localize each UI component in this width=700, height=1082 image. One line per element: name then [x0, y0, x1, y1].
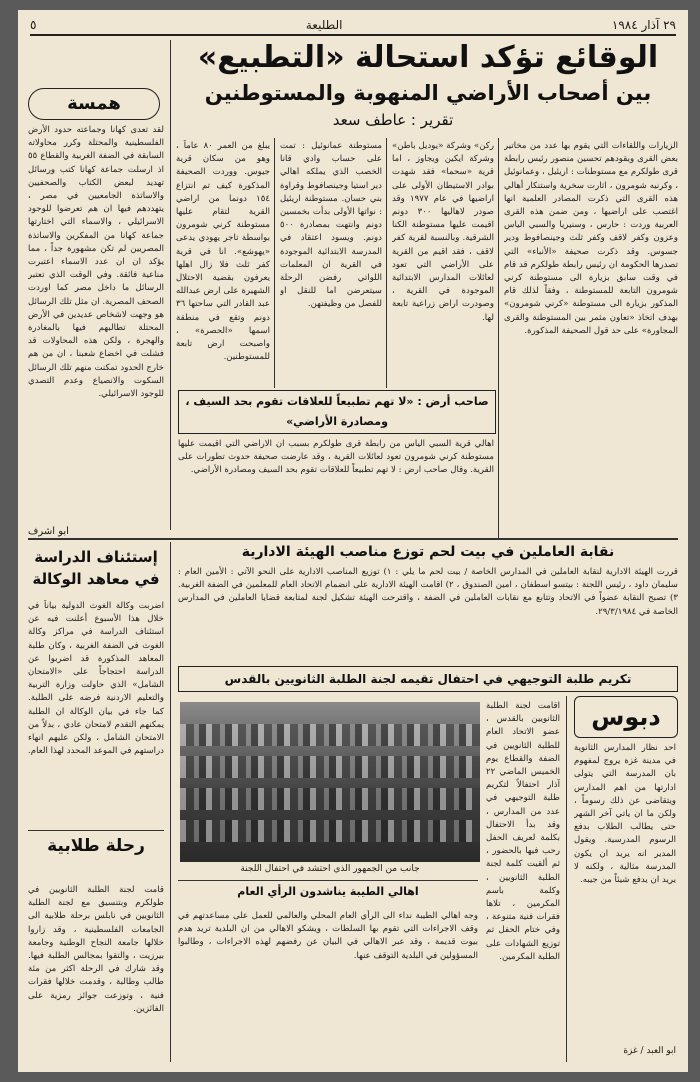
- dabbous-title: دبوس: [591, 703, 661, 731]
- honoring-story: اقامت لجنة الطلبة الثانويين بالقدس ، عضو الاتحاد العام للطلبة الثانويين في الضفة والقطاع يوم الخميس الماضي ٢٢ آذار احتفالاً لتكريم طلبة التوجيهي في عدد من المدارس ، وقد بدأ الاحتفال بكلمة لعريف الحفل رحب فيها بالحضور ، ثم ألقيت كلمة لجنة الطلبة الثانويين ، وكلمة باسم المكرمين ، تلاها فقرات فنية متنوعة ، وفي ختام الحفل تم توزيع الشهادات على الطلبة المكرمين.: [486, 701, 560, 962]
- issue-date: ٢٩ آذار ١٩٨٤: [611, 18, 676, 32]
- hamsa-box: [28, 88, 160, 120]
- trip-story: قامت لجنة الطلبة الثانويين في طولكرم وبتنسيق مع لجنة الطلبة الثانويين في نابلس برحلة طلابية الى الجامعات الفلسطينية ، وقد زاروا خلالها جامعة النجاح الوطنية وجامعة بيرزيت ، والتقوا بمجالس الطلبة فيها. وقد شارك في الرحلة اكثر من مئة طالب وطالبة ، وقدمت خلالها فقرات فنية ، وتوزعت جوائز رمزية على الفائزين.: [28, 885, 164, 1014]
- publication-name: الطليعة: [305, 18, 343, 32]
- exams-headline: إستئناف الدراسة في معاهد الوكالة: [32, 548, 160, 588]
- page-header: [30, 16, 676, 36]
- photo-caption: جانب من الجمهور الذي احتشد في احتفال اللجنة: [240, 864, 420, 874]
- column-rule: [274, 138, 275, 388]
- newspaper-page: [18, 10, 688, 1072]
- dabbous-box: [574, 696, 678, 738]
- column-rule: [566, 696, 567, 1062]
- column-rule: [170, 542, 171, 1062]
- sub-headline: صاحب أرض : «لا تهم تطبيعاً للعلاقات تقوم بحد السيف ، ومصادرة الأراضي»: [185, 395, 489, 428]
- page-number: ٥: [30, 18, 37, 32]
- section-rule: [178, 880, 478, 881]
- section-rule: [28, 538, 678, 540]
- hamsa-label: همسة: [67, 93, 121, 114]
- left-column-story: لقد تعدى كهانا وجماعته حدود الأرض الفلسطينية والمحتلة وكرر محاولاته السابقة في الضفة الغربية والقطاع ٥٥ اذ ارسلت جماعة كهانا كتب ورسائل تهديد لبعض الكتاب والصحفيين والاساتذة الجامعيين في مصر ، يتهددهم فيها ان هم تعرضوا للوجود الاسرائيلي ، والاسماء التي اختارتها جماعة كهانا من المفكرين والاساتذة المصريين لم تكن مشهورة جداً ، مما يؤكد ان ان عدد الاسماء اعتبرت مناعية فائقة. وفي الوقت الذي تعتبر الرسائل ما داخل مصر كما اوردت الصحف المصرية. ان مثل تلك الرسائل هو وجهت لاشخاص عديدين في الأرض المحتلة تطالبهم فيها بالمغادرة والهجرة ، ولكن هذه المحاولات قد فشلت في اخضاع شعبنا ، ان من هم خارج الحدود تمكنت منهم تلك الرسائل السكوت والانصياع وعدم التصدي للوجود الاسرائيلي.: [28, 125, 164, 400]
- dabbous-story: احد نظار المدارس الثانوية في مدينة غزة يروج لمفهوم بان المدرسة التي يتولى ادارتها من اهم المدارس ويتقاضى عن ذلك رسوماً ، ولكن ما ان ياتي آخر الشهر حتى يطالب الطلاب بدفع الرسوم المدرسية. ويقول المدير انه يريد ان يكون المدرسة مثالية ، ولكنه لا يريد ان يدفع شيئاً من جيبه.: [574, 743, 676, 886]
- exams-story: اضربت وكالة الغوث الدولية بياناً في خلال هذا الأسبوع أعلنت فيه عن استئناف الدراسة في مراكز وكالة الغوث في الضفة الغربية ، وكان طلبة المعاهد المذكورة قد اضربوا عن الدراسة احتجاجاً على «الامتحان الشامل» الذي حاولت وزارة التربية والتعليم الاردنية فرضه على الطلبة. كما جاء في بيان الوكالة ان الطلبة يمكنهم التقدم لامتحان عادي ، بدلاً من الامتحان الشامل ، ولكن عليهم انهاء دراستهم في الموعد المحدد لهذا العام.: [28, 601, 164, 757]
- sub-headline-box: [178, 390, 496, 434]
- honoring-headline-box: [178, 666, 678, 692]
- column-rule: [386, 138, 387, 388]
- taybeh-headline: اهالي الطيبة يناشدون الرأي العام: [237, 885, 419, 898]
- left-column-signature: ابو اشرف: [28, 526, 69, 537]
- sub-headline-story: اهالي قرية السبي الياس من رابطة قرى طولكرم بسبب ان الاراضي التي اقيمت عليها مستوطنة كرني شومرون تعود لعائلات القرية ، وقد عارضت صحيفة حدوث تطورات على القرية. وقال صاحب ارض : لا تهم تطبيعاً للعلاقات تقوم بحد السيف ومصادرة الأراضي.: [178, 439, 494, 476]
- main-story-column-4: يبلغ من العمر ٨٠ عاماً ، وهو من سكان قرية جيوس. ووردت الصحيفة المذكورة كيف تم انتزاع ١٥٤ دونما من اراضي القرية لتقام عليها مستوطنة كرني شومرون بواسطة تاجر يهودي يدعى «يهوشع». انا في قرية كفر ثلث فلا زال اهلها يعرفون بقضية الاحتلال الشهيرة على ارض عبدالله عبد القادر التي ساحتها ٣٦ دونم وتقع في منطقة اسمها «الحصرة» ، واصبحت ارض تابعة للمستوطنين.: [176, 141, 270, 363]
- main-story-column-3: مستوطنة عمانوئيل : تمت على حساب وادي قانا الخصب الذي يملكه اهالي دير استيا وجينصافوط وقراوة بني حسان. مستوطنة اريئيل : نواتها الأولى بدأت بخمسين دونم وانتهت بمصادرة ٥٠٠ دونم. ويسود اعتقاد في المدرسة الابتدائية الموجودة في القرية ان المعلمات اللواتي رفضن الرحلة سيتعرضن اما للنقل او للفصل من وظيفتهن.: [280, 141, 382, 310]
- honoring-headline: تكريم طلبة التوجيهي في احتفال تقيمه لجنة الطلبة الثانويين بالقدس: [224, 672, 632, 686]
- main-byline: تقرير : عاطف سعد: [332, 111, 454, 129]
- union-headline: نقابة العاملين في بيت لحم توزع مناصب الهيئة الادارية: [241, 544, 615, 560]
- taybeh-story: وجه اهالي الطيبة نداء الى الرأي العام المحلي والعالمي للعمل على مساعدتهم في وقف الاجراءات التي تقوم بها السلطات ، ويشكو الاهالي من ان البلدية تريد هدم بيوت قديمة ، وقد عبر الاهالي في البيان عن رفضهم لهذه الاجراءات ، وطالبوا المسؤولين في البلدية التوقف عنها.: [178, 911, 478, 961]
- section-rule: [28, 830, 164, 831]
- dabbous-signature: ابو العبد / غزة: [623, 1046, 676, 1056]
- trip-headline: رحلة طلابية: [47, 836, 145, 856]
- main-subheadline: بين أصحاب الأراضي المنهوبة والمستوطنين: [204, 81, 652, 105]
- event-photo: [180, 702, 480, 862]
- column-rule: [170, 40, 171, 530]
- main-story-column-1: الزيارات واللقاءات التي يقوم بها عدد من مخاتير بعض القرى ويقودهم تحسين منصور رئيس رابطة قرى طولكرم مع مستوطنات : اريئيل ، وعمانوئيل ، وكرنيه شومرون ، اثارت سخرية واستنكار أهالي هذه القرى التي ذكرت المصادر العلمية انها اغتصب على اراضيها ، ومن ضمن هذه القرى العربية وردت : حارس ، وسنيريا والسبي الياس وعزون وكفر لاقف وكفر ثلث وجينصافوط ودير جسوس. وقد ذكرت صحيفة «الأنباء» التي تصدرها الحكومة ان رئيس رابطة طولكرم قد قام في وقت سابق بزيارة الى مستوطنة كرني شومرون التابعة للمستوطنة ، وفقاً لذلك قام المذكور بزيارة الى مستوطنة «كرني شومرون» بهدف اتخاذ «تعاون مثمر بين المستوطنة والقرى المجاورة» على حد قول الصحيفة المذكورة.: [504, 141, 678, 336]
- column-rule: [498, 138, 499, 538]
- main-story-column-2: ركن» وشركة «يوديل باطن» وشركة ايكين ويجاوز ، اما قرية «سحما» فقد شهدت بوادر الاستيطان الأولى على اراضيها في عام ١٩٧٧ وقد صودر لاهاليها ٣٠٠ دونم اقيمت عليها مستوطنة الكنا الشرقية. وبالنسبة لقرية كفر لاقف ، فقد اقيم من القرية على الأراضي التي تعود لعائلات المدارس الابتدائية الموجودة في القرية ، وصودرت اراض زراعية تابعة لها.: [392, 141, 494, 323]
- main-headline: الوقائع تؤكد استحالة «التطبيع»: [197, 40, 659, 75]
- union-story: قررت الهيئة الادارية لنقابة العاملين في المدارس الخاصة / بيت لحم ما يلي : ١) توزيع المناصب الادارية على النحو الآتي : الأمين العام : سليمان داود ، رئيس اللجنة : بيتسو اسطفان ، امين الصندوق ، ٢) اقامت الهيئة الادارية على انضمام الاتحاد العام للمعلمين في الضفة الغربية. ٣) تصبح النقابة عضواً في الاتحاد وتتابع مع نقابات العاملين في الضفة ، واقترحت الهيئة تشكيل لجنة لمتابعة قضايا العاملين في المدارس الخاصة في ٢٩/٣/١٩٨٤.: [178, 567, 678, 617]
